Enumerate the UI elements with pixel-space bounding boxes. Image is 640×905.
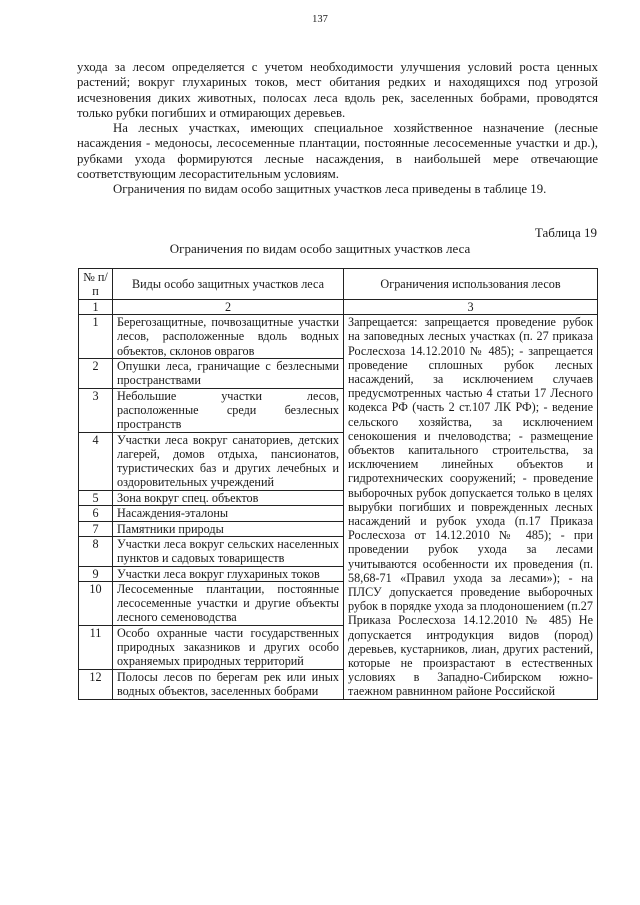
row-kind: Небольшие участки лесов, расположенные среди безлесных пространств — [113, 388, 344, 432]
row-number: 5 — [79, 491, 113, 506]
table-header-row — [79, 269, 598, 300]
header-restrictions: Ограничения использования лесов — [344, 269, 598, 300]
row-number: 1 — [79, 315, 113, 359]
page-number: 137 — [312, 14, 328, 25]
row-kind: Зона вокруг спец. объектов — [113, 491, 344, 506]
paragraph-table-reference: Ограничения по видам особо защитных участков леса приведены в таблице 19. — [113, 182, 547, 197]
column-number-2: 2 — [113, 300, 344, 315]
column-number-1: 1 — [79, 300, 113, 315]
row-kind: Лесосеменные плантации, постоянные лесосеменные участки и другие объекты лесного семеноводства — [113, 582, 344, 626]
row-number: 7 — [79, 521, 113, 536]
row-kind: Участки леса вокруг сельских населенных пунктов и садовых товариществ — [113, 537, 344, 567]
row-number: 4 — [79, 432, 113, 490]
table-row — [79, 315, 598, 359]
paragraph-continuation: ухода за лесом определяется с учетом необходимости улучшения условий роста ценных растений; вокруг глухариных токов, мест обитания редких и находящихся под угрозой исчезновения диких животных, полосах леса вдоль рек, заселенных бобрами, проводятся только рубки погибших и отмирающих деревьев. — [77, 60, 598, 120]
row-number: 8 — [79, 537, 113, 567]
row-number: 12 — [79, 669, 113, 699]
row-kind: Опушки леса, граничащие с безлесными пространствами — [113, 359, 344, 389]
row-kind: Насаждения-эталоны — [113, 506, 344, 521]
row-number: 10 — [79, 582, 113, 626]
body-text — [77, 60, 598, 198]
row-number: 2 — [79, 359, 113, 389]
header-kind: Виды особо защитных участков леса — [113, 269, 344, 300]
paragraph-special-purpose: На лесных участках, имеющих специальное хозяйственное назначение (лесные насаждения - медоносы, лесосеменные плантации, постоянные лесосеменные участки и др.), рубками ухода формируются лесные насаждения, в наибольшей мере отвечающие соответствующим лесорастительным условиям. — [77, 121, 598, 182]
table-title: Ограничения по видам особо защитных участков леса — [169, 241, 471, 256]
row-number: 3 — [79, 388, 113, 432]
restrictions-table — [78, 268, 598, 700]
table-label: Таблица 19 — [534, 225, 597, 240]
row-kind: Берегозащитные, почвозащитные участки лесов, расположенные вдоль водных объектов, склонов оврагов — [113, 315, 344, 359]
row-kind: Памятники природы — [113, 521, 344, 536]
row-kind: Участки леса вокруг санаториев, детских лагерей, домов отдыха, пансионатов, туристических баз и других лечебных и оздоровительных учреждений — [113, 432, 344, 490]
row-number: 11 — [79, 626, 113, 670]
row-kind: Участки леса вокруг глухариных токов — [113, 566, 344, 581]
header-num: № п/п — [79, 269, 113, 300]
column-number-row — [79, 300, 598, 315]
row-number: 9 — [79, 566, 113, 581]
restrictions-cell: Запрещается: запрещается проведение рубок на заповедных лесных участках (п. 27 приказа Рослесхоза 14.12.2010 № 485); - запрещается проведение сплошных рубок лесных насаждений, за исключением случаев предусмотренных частью 4 статьи 17 Лесного кодекса РФ (часть 2 ст.107 ЛК РФ); - ведение сельского хозяйства, за исключением сенокошения и пчеловодства; - размещение объектов капитального строительства, за исключением линейных объектов и гидротехнических сооружений; - проведение выборочных рубок допускается только в целях вырубки погибших и поврежденных лесных насаждений и рубок ухода (п.17 Приказа Рослесхоза от 14.12.2010 № 485); - при проведении рубок ухода за лесами учитываются особенности их проведения (п. 58,68-71 «Правил ухода за лесами»); - на ПЛСУ допускается проведение выборочных рубок в порядке ухода за плодоношением (п.27 Приказа Рослесхоза 14.12.2010 № 485) Не допускается интродукция видов (пород) деревьев, кустарников, лиан, других растений, которые не произрастают в естественных условиях в Западно-Сибирском южно-таежном равнинном районе Российской — [344, 315, 598, 699]
row-kind: Полосы лесов по берегам рек или иных водных объектов, заселенных бобрами — [113, 669, 344, 699]
column-number-3: 3 — [344, 300, 598, 315]
row-number: 6 — [79, 506, 113, 521]
row-kind: Особо охранные части государственных природных заказников и других особо охраняемых природных территорий — [113, 626, 344, 670]
